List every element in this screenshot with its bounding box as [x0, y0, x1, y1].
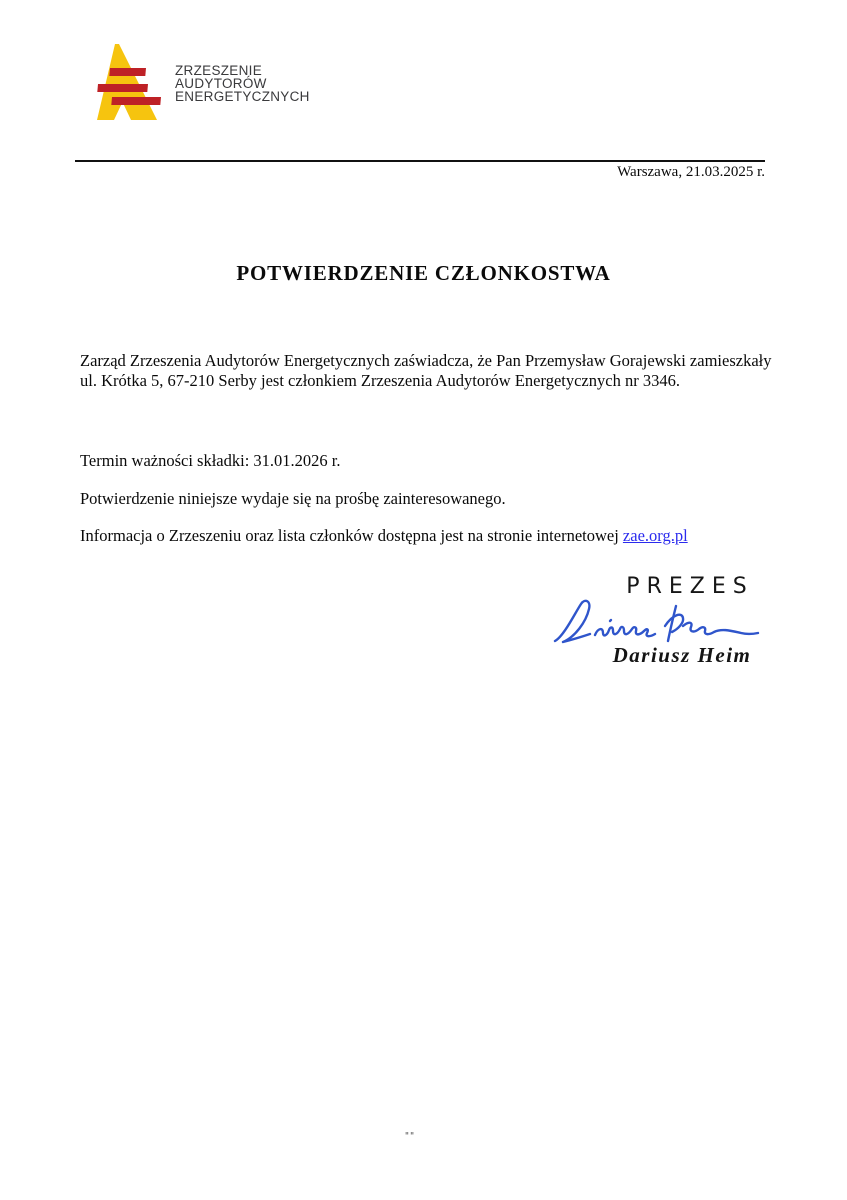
- validity-paragraph: Termin ważności składki: 31.01.2026 r.: [80, 451, 341, 470]
- organization-logo: [88, 42, 310, 122]
- signer-role-label: PREZES: [626, 574, 754, 599]
- handwritten-signature: [550, 597, 762, 649]
- info-paragraph: [80, 526, 772, 546]
- footer-marks: "": [404, 1132, 416, 1142]
- signature-block: [550, 574, 770, 668]
- organization-name: [175, 64, 310, 122]
- zae-triangle-logo-icon: [88, 42, 166, 122]
- header-divider: [75, 160, 765, 162]
- org-name-line-2: AUDYTORÓW: [175, 76, 267, 91]
- document-title: POTWIERDZENIE CZŁONKOSTWA: [236, 261, 611, 285]
- website-link[interactable]: zae.org.pl: [622, 526, 688, 545]
- org-name-line-3: ENERGETYCZNYCH: [175, 89, 310, 104]
- issued-on-request-paragraph: Potwierdzenie niniejsze wydaje się na prośbę zainteresowanego.: [80, 489, 506, 508]
- org-name-line-1: ZRZESZENIE: [175, 63, 263, 78]
- membership-statement-paragraph: Zarząd Zrzeszenia Audytorów Energetycznych zaświadcza, że Pan Przemysław Gorajewski zamieszkały ul. Krótka 5, 67-210 Serby jest członkiem Zrzeszenia Audytorów Energetycznych nr 3346.: [80, 351, 772, 390]
- signer-printed-name: Dariusz Heim: [612, 643, 752, 667]
- place-and-date: Warszawa, 21.03.2025 r.: [617, 164, 765, 180]
- info-paragraph-text: Informacja o Zrzeszeniu oraz lista członków dostępna jest na stronie internetowej: [80, 526, 623, 545]
